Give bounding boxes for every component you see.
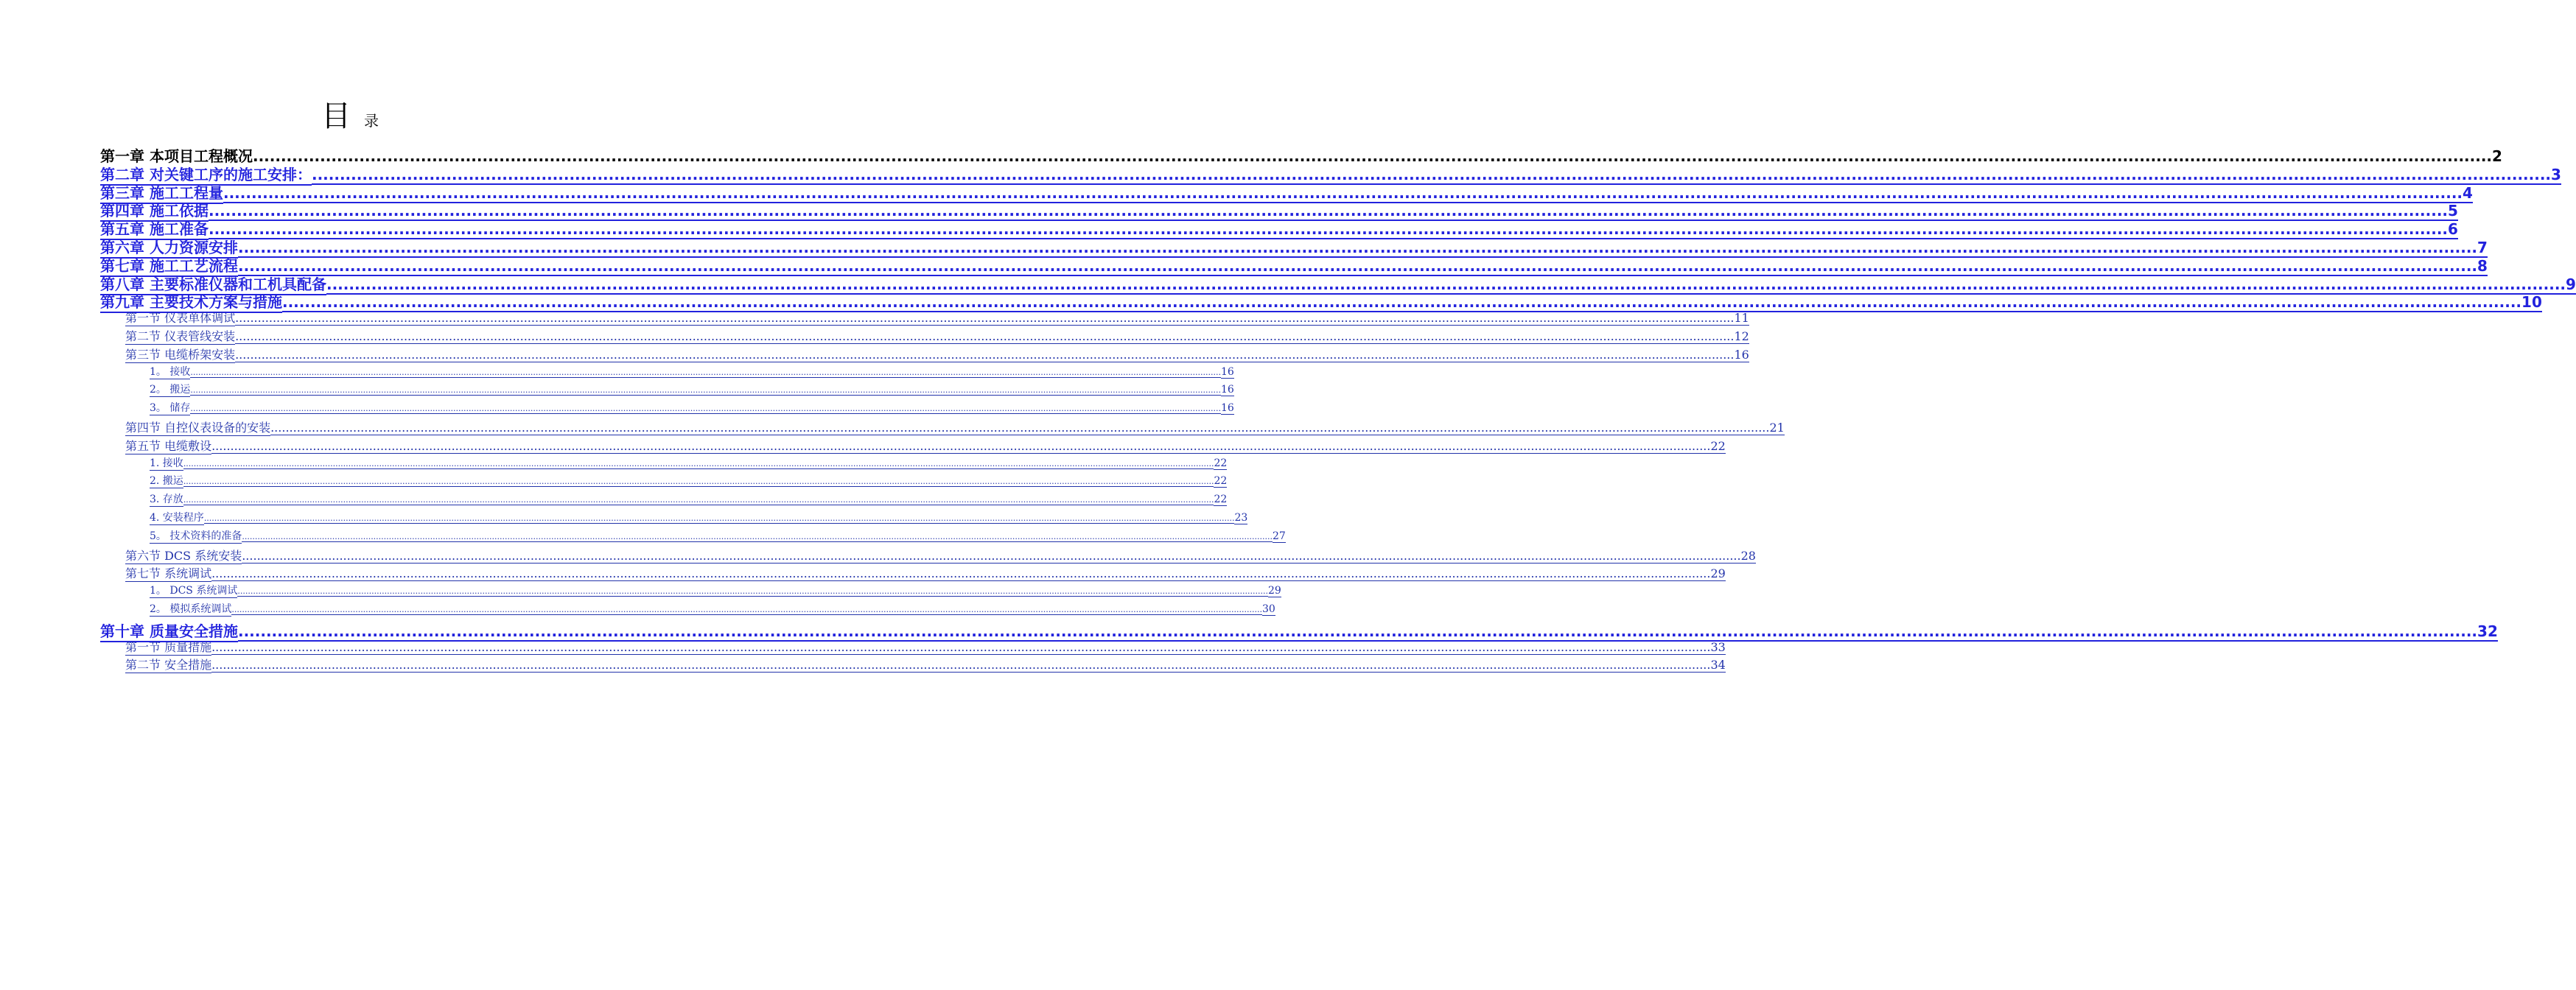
toc-entry-label: 2。 模拟系统调试 [150, 601, 231, 617]
toc-entry-label: 第一章 本项目工程概况 [100, 147, 253, 165]
toc-entry-label: 第二节 安全措施 [125, 656, 211, 673]
toc-entry-label: 1。 DCS 系统调试 [150, 583, 237, 598]
toc-page-number: 23 [1234, 512, 1248, 524]
toc-entry-level1[interactable] [100, 273, 2576, 293]
toc-leader-dots: ................................................................................................................................................................................................................................................................................................................................................................................................................ [270, 421, 1770, 435]
toc-page-number: 27 [1273, 530, 1286, 542]
toc-page-number: 21 [1769, 421, 1785, 435]
toc-entry-level3[interactable] [150, 400, 1234, 415]
toc-entry-level2[interactable] [125, 309, 1749, 326]
toc-entry-level1[interactable] [100, 181, 2473, 202]
toc-page-number: 22 [1214, 494, 1228, 506]
toc-leader-dots: ................................................................................................................................................................................................................................................................................................................................................................................................................ [190, 404, 1221, 414]
toc-entry-level2[interactable] [125, 564, 1726, 581]
toc-entry-level3[interactable] [150, 528, 1286, 543]
toc-entry-level2[interactable] [125, 656, 1726, 673]
toc-entry-label: 第二节 仪表管线安装 [125, 327, 235, 345]
toc-page-number: 30 [1262, 603, 1275, 615]
toc-page-number: 6 [2448, 220, 2458, 239]
toc-entry-label: 第三章 施工工程量 [100, 181, 223, 204]
toc-entry-level3[interactable] [150, 473, 1228, 488]
toc-page-number: 7 [2477, 239, 2488, 256]
toc-entry-label: 第五章 施工准备 [100, 217, 209, 240]
toc-leader-dots: ................................................................................................................................................................................................................................................................................................................................................................................................................ [208, 202, 2449, 220]
toc-page-number: 2 [2492, 147, 2502, 165]
toc-page-number: 12 [1734, 329, 1749, 343]
toc-leader-dots: ................................................................................................................................................................................................................................................................................................................................................................................................................ [183, 477, 1214, 487]
toc-page-number: 10 [2521, 293, 2542, 312]
toc-page-number: 16 [1221, 402, 1234, 415]
toc-leader-dots: ................................................................................................................................................................................................................................................................................................................................................................................................................ [190, 385, 1221, 396]
toc-entry-label: 第七章 施工工艺流程 [100, 254, 238, 277]
toc-entry-label: 4. 安装程序 [150, 510, 204, 525]
toc-entry-level1 [100, 144, 2502, 165]
toc-entry-level2[interactable] [125, 345, 1749, 362]
toc-entry-label: 3。 储存 [150, 400, 190, 415]
toc-page-number: 11 [1734, 311, 1749, 326]
toc-leader-dots: ................................................................................................................................................................................................................................................................................................................................................................................................................ [252, 147, 2493, 165]
toc-page-number: 29 [1710, 566, 1726, 581]
toc-leader-dots: ................................................................................................................................................................................................................................................................................................................................................................................................................ [211, 639, 1711, 654]
toc-leader-dots: ................................................................................................................................................................................................................................................................................................................................................................................................................ [183, 458, 1214, 468]
toc-entry-label: 第三节 电缆桥架安装 [125, 345, 235, 363]
toc-entry-label: 5。 技术资料的准备 [150, 528, 242, 544]
toc-entry-level3[interactable] [150, 364, 1234, 379]
toc-title-main: 目 [321, 99, 351, 133]
toc-entry-label: 2. 搬运 [150, 473, 183, 488]
toc-leader-dots: ................................................................................................................................................................................................................................................................................................................................................................................................................ [281, 293, 2522, 312]
toc-page-number: 29 [1267, 585, 1281, 597]
toc-entry-level2[interactable] [125, 638, 1726, 654]
toc-title [0, 93, 700, 135]
toc-leader-dots: ................................................................................................................................................................................................................................................................................................................................................................................................................ [237, 622, 2478, 640]
toc-page-number: 22 [1710, 438, 1726, 453]
toc-entry-level3[interactable] [150, 491, 1228, 506]
toc-leader-dots: ................................................................................................................................................................................................................................................................................................................................................................................................................ [208, 220, 2449, 239]
toc-leader-dots: ................................................................................................................................................................................................................................................................................................................................................................................................................ [203, 513, 1235, 523]
toc-leader-dots: ................................................................................................................................................................................................................................................................................................................................................................................................................ [242, 548, 1741, 563]
toc-entry-label: 3. 存放 [150, 491, 183, 507]
toc-title-sub: 录 [364, 112, 379, 130]
toc-page-number: 22 [1214, 457, 1228, 469]
toc-page-number: 16 [1734, 347, 1749, 362]
toc-entry-label: 2。 搬运 [150, 382, 190, 397]
toc-entry-level2[interactable] [125, 437, 1726, 453]
toc-entry-label: 第六节 DCS 系统安装 [125, 547, 242, 564]
toc-page-number: 8 [2477, 256, 2488, 275]
toc-entry-label: 第五节 电缆敷设 [125, 437, 211, 454]
toc-entry-level1[interactable] [100, 290, 2542, 312]
toc-page-number: 16 [1221, 384, 1234, 396]
toc-entry-label: 1。 接收 [150, 364, 190, 379]
toc-page-number: 9 [2566, 275, 2576, 293]
toc-entry-label: 第四节 自控仪表设备的安装 [125, 418, 270, 436]
toc-entry-level2[interactable] [125, 327, 1749, 343]
toc-leader-dots: ................................................................................................................................................................................................................................................................................................................................................................................................................ [190, 367, 1221, 377]
toc-leader-dots: ................................................................................................................................................................................................................................................................................................................................................................................................................ [235, 329, 1735, 343]
toc-entry-level1[interactable] [100, 217, 2458, 239]
toc-page-number: 33 [1710, 639, 1726, 654]
toc-page-number: 4 [2463, 183, 2473, 202]
toc-leader-dots: ................................................................................................................................................................................................................................................................................................................................................................................................................ [231, 605, 1262, 614]
toc-entry-label: 第一节 质量措施 [125, 638, 211, 656]
toc-entry-label: 第四章 施工依据 [100, 199, 209, 222]
toc-page-number: 16 [1221, 365, 1234, 378]
toc-entry-label: 第八章 主要标准仪器和工机具配备 [100, 273, 326, 295]
toc-entry-level1[interactable] [100, 163, 2561, 183]
toc-entry-label: 第七节 系统调试 [125, 564, 211, 582]
toc-entry-label: 第六章 人力资源安排 [100, 236, 238, 259]
toc-page-number: 28 [1740, 548, 1756, 563]
toc-leader-dots: ................................................................................................................................................................................................................................................................................................................................................................................................................ [211, 438, 1711, 453]
toc-entry-label: 第九章 主要技术方案与措施 [100, 290, 282, 313]
toc-leader-dots: ................................................................................................................................................................................................................................................................................................................................................................................................................ [237, 586, 1268, 597]
toc-entry-level1[interactable] [100, 199, 2458, 220]
toc-leader-dots: ................................................................................................................................................................................................................................................................................................................................................................................................................ [237, 256, 2478, 275]
toc-entry-level3[interactable] [150, 382, 1234, 396]
toc-entry-level2[interactable] [125, 418, 1785, 435]
toc-leader-dots: ................................................................................................................................................................................................................................................................................................................................................................................................................ [326, 275, 2566, 293]
toc-entry-label: 1. 接收 [150, 455, 183, 471]
toc-page-number: 22 [1214, 475, 1228, 488]
toc-entry-level2[interactable] [125, 547, 1756, 563]
toc-leader-dots: ................................................................................................................................................................................................................................................................................................................................................................................................................ [183, 495, 1214, 505]
toc-leader-dots: ................................................................................................................................................................................................................................................................................................................................................................................................................ [242, 531, 1273, 541]
toc-page-number: 34 [1710, 658, 1726, 673]
toc-leader-dots: ................................................................................................................................................................................................................................................................................................................................................................................................................ [311, 165, 2552, 183]
toc-entry-label: 第一节 仪表单体调试 [125, 309, 235, 326]
toc-page-number: 3 [2551, 165, 2561, 183]
toc-leader-dots: ................................................................................................................................................................................................................................................................................................................................................................................................................ [235, 347, 1735, 362]
toc-leader-dots: ................................................................................................................................................................................................................................................................................................................................................................................................................ [235, 311, 1735, 326]
toc-entry-level3[interactable] [150, 601, 1275, 616]
toc-leader-dots: ................................................................................................................................................................................................................................................................................................................................................................................................................ [211, 566, 1711, 581]
toc-leader-dots: ................................................................................................................................................................................................................................................................................................................................................................................................................ [237, 239, 2478, 256]
toc-entry-level1[interactable] [100, 619, 2498, 640]
toc-entry-level1[interactable] [100, 236, 2488, 256]
toc-leader-dots: ................................................................................................................................................................................................................................................................................................................................................................................................................ [211, 658, 1711, 673]
toc-entry-level3[interactable] [150, 455, 1228, 470]
toc-entry-label: 第十章 质量安全措施 [100, 619, 238, 642]
toc-page-number: 32 [2477, 622, 2498, 640]
toc-entry-level1[interactable] [100, 254, 2488, 275]
toc-page-number: 5 [2448, 202, 2458, 220]
toc-entry-level3[interactable] [150, 583, 1281, 597]
toc-leader-dots: ................................................................................................................................................................................................................................................................................................................................................................................................................ [223, 183, 2463, 202]
toc-entry-level3[interactable] [150, 510, 1248, 524]
toc-entry-label: 第二章 对关键工序的施工安排： [100, 163, 312, 186]
